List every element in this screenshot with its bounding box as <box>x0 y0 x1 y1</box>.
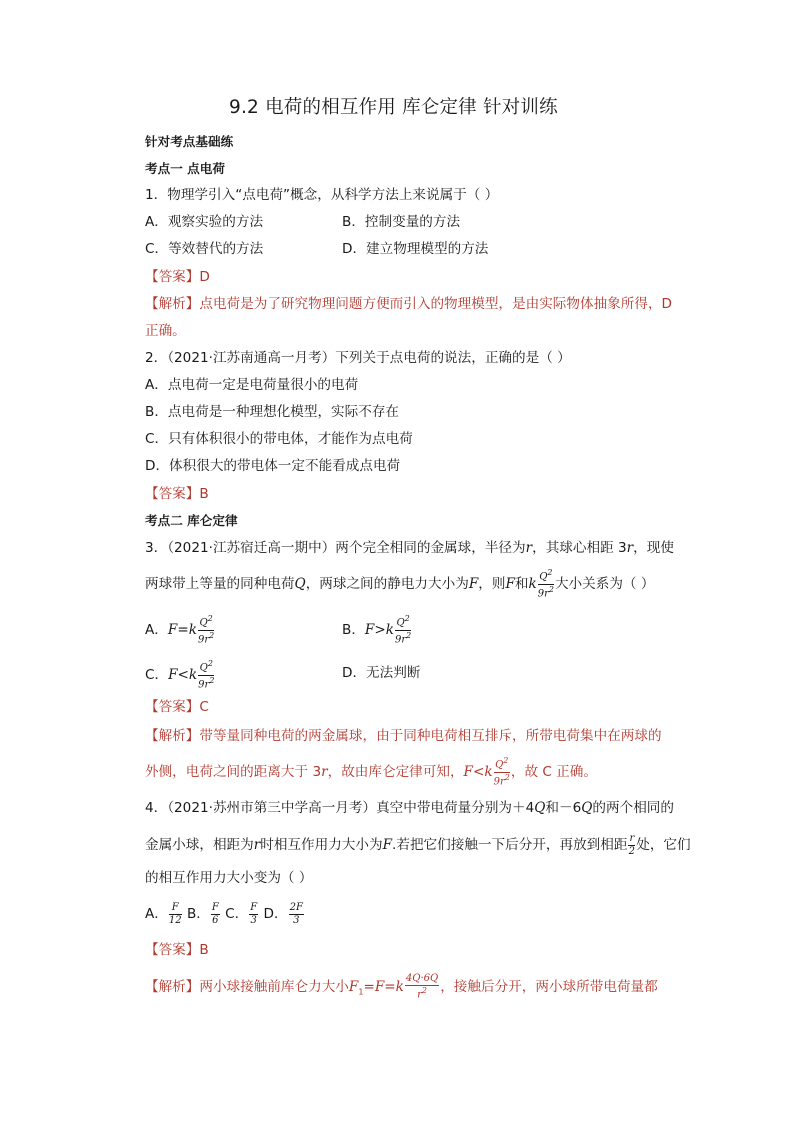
question-4-stem-line-3: 的相互作用力大小变为（ ） <box>145 870 313 886</box>
question-1-option-b: B．控制变量的方法 <box>342 214 461 230</box>
question-1-option-a: A．观察实验的方法 <box>145 214 264 230</box>
question-1-stem: 1．物理学引入“点电荷”概念，从科学方法上来说属于（ ） <box>145 187 499 203</box>
question-3-answer: 【答案】C <box>145 699 209 715</box>
question-4-option-d: D． $\frac{2F}{3}$ <box>263 901 303 926</box>
question-4-stem-line-1: 4．（2021·苏州市第三中学高一月考）真空中带电荷量分别为＋4Q和－6Q的两个相同的 <box>145 800 674 816</box>
question-3-option-d: D．无法判断 <box>342 665 421 681</box>
question-4-analysis-line-1: 【解析】两小球接触前库仑力大小$F_1=F=k$ $\frac{4Q\cdot 6Q}{r^2}$ ，接触后分开，两小球所带电荷量都 <box>145 972 658 1001</box>
page-title: 9.2 电荷的相互作用 库仑定律 针对训练 <box>229 97 558 118</box>
question-2-option-c: C．只有体积很小的带电体，才能作为点电荷 <box>145 431 413 447</box>
question-4-option-c: C． $\frac{F}{3}$ <box>225 901 258 926</box>
question-2-stem: 2．（2021·江苏南通高一月考）下列关于点电荷的说法，正确的是（ ） <box>145 350 571 366</box>
question-4-options <box>145 895 305 933</box>
question-1-option-d: D．建立物理模型的方法 <box>342 241 489 257</box>
section-heading-coulomb-law: 考点二 库仑定律 <box>145 513 238 528</box>
question-1-answer: 【答案】D <box>145 269 210 285</box>
question-3-stem-line-2: 两球带上等量的同种电荷Q，两球之间的静电力大小为F，则F和k $\frac{Q^2}{9r^2}$ 大小关系为（ ） <box>145 568 655 599</box>
question-3-analysis-line-1: 【解析】带等量同种电荷的两金属球，由于同种电荷相互排斥，所带电荷集中在两球的 <box>145 728 662 744</box>
question-3-stem-line-1: 3．（2021·江苏宿迁高一期中）两个完全相同的金属球，半径为r，其球心相距 3r，现使 <box>145 540 674 556</box>
question-2-option-a: A．点电荷一定是电荷量很小的电荷 <box>145 377 359 393</box>
fraction-q2-over-9r2: $\frac{Q^2}{9r^2}$ <box>537 568 554 599</box>
question-3-option-c: C．F<k $\frac{Q^2}{9r^2}$ <box>145 659 215 690</box>
question-4-stem-line-2: 金属小球，相距为r时相互作用力大小为F.若把它们接触一下后分开，再放到相距 $\frac{r}{2}$ 处，它们 <box>145 832 691 857</box>
question-1-analysis-line-2: 正确。 <box>145 323 186 339</box>
question-1-analysis-line-1: 【解析】点电荷是为了研究物理问题方便而引入的物理模型，是由实际物体抽象所得，D <box>145 296 673 312</box>
section-heading-main: 针对考点基础练 <box>145 134 234 149</box>
question-2-option-d: D．体积很大的带电体一定不能看成点电荷 <box>145 458 401 474</box>
question-1-option-c: C．等效替代的方法 <box>145 241 264 257</box>
question-4-option-b: B． $\frac{F}{6}$ <box>186 901 219 926</box>
question-4-answer: 【答案】B <box>145 942 209 958</box>
question-3-option-b: B．F>k $\frac{Q^2}{9r^2}$ <box>342 614 412 645</box>
question-2-answer: 【答案】B <box>145 486 209 502</box>
question-3-analysis-line-2: 外侧，电荷之间的距离大于 3r，故由库仑定律可知，F<k $\frac{Q^2}{9r^2}$ ，故 C 正确。 <box>145 756 597 787</box>
section-heading-point-charge: 考点一 点电荷 <box>145 161 225 176</box>
question-4-option-a: A． $\frac{F}{12}$ <box>145 901 182 926</box>
question-3-option-a: A．F=k $\frac{Q^2}{9r^2}$ <box>145 614 215 645</box>
question-2-option-b: B．点电荷是一种理想化模型，实际不存在 <box>145 404 400 420</box>
